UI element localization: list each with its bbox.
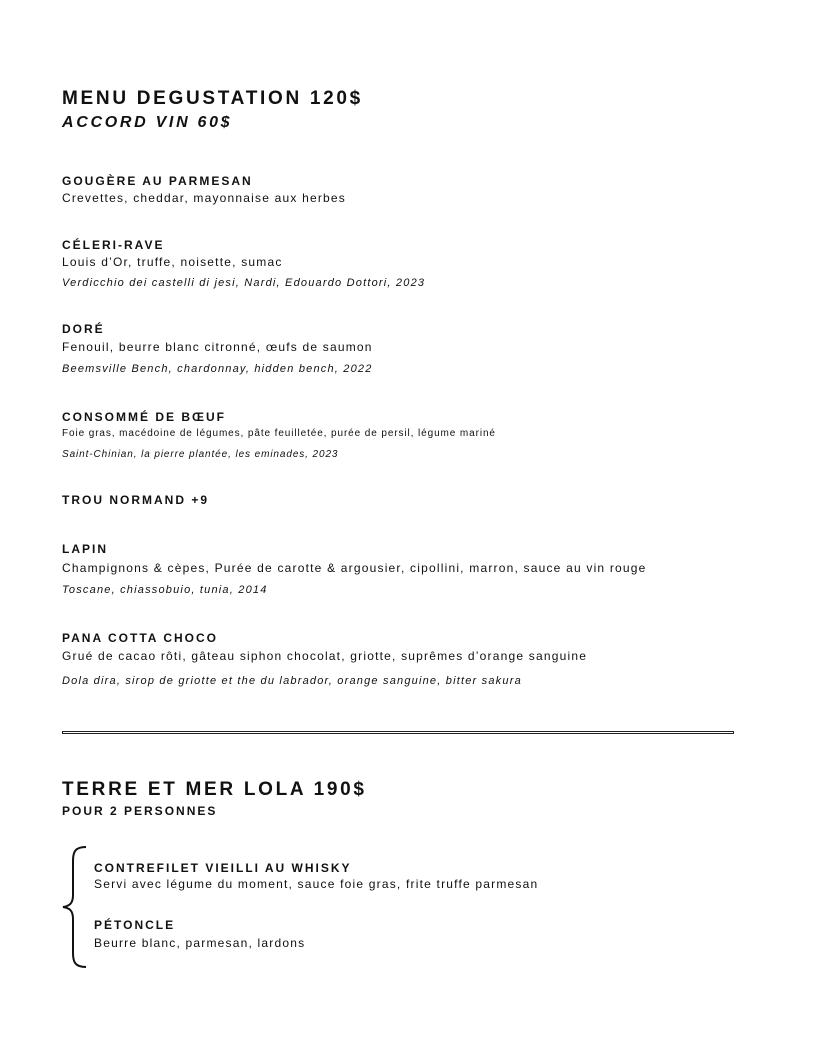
terre-mer-subtitle: POUR 2 PERSONNES bbox=[62, 804, 218, 818]
terre-mer-title: TERRE ET MER LOLA 190$ bbox=[62, 779, 367, 800]
shared-dish-name: CONTREFILET VIEILLI AU WHISKY bbox=[94, 861, 352, 875]
course-name: CÉLERI-RAVE bbox=[62, 238, 165, 252]
course-description: Fenouil, beurre blanc citronné, œufs de saumon bbox=[62, 340, 373, 354]
course-wine: Verdicchio dei castelli di jesi, Nardi, Edouardo Dottori, 2023 bbox=[62, 277, 426, 289]
course-description: Crevettes, cheddar, mayonnaise aux herbes bbox=[62, 191, 347, 205]
shared-dish-description: Beurre blanc, parmesan, lardons bbox=[94, 936, 306, 950]
shared-dish-name: PÉTONCLE bbox=[94, 918, 176, 932]
course-wine: Dola dira, sirop de griotte et the du labrador, orange sanguine, bitter sakura bbox=[62, 675, 522, 687]
course-wine: Toscane, chiassobuio, tunia, 2014 bbox=[62, 584, 268, 596]
course-description: Louis d’Or, truffe, noisette, sumac bbox=[62, 255, 283, 269]
course-name: PANA COTTA CHOCO bbox=[62, 631, 218, 645]
course-description: Grué de cacao rôti, gâteau siphon chocolat, griotte, suprêmes d’orange sanguine bbox=[62, 649, 588, 663]
course-name: TROU NORMAND +9 bbox=[62, 493, 210, 507]
course-name: DORÉ bbox=[62, 322, 105, 336]
course-name: LAPIN bbox=[62, 542, 108, 556]
shared-dish-description: Servi avec légume du moment, sauce foie gras, frite truffe parmesan bbox=[94, 877, 539, 891]
course-description: Champignons & cèpes, Purée de carotte & argousier, cipollini, marron, sauce au vin rouge bbox=[62, 561, 647, 575]
course-description: Foie gras, macédoine de légumes, pâte feuilletée, purée de persil, légume mariné bbox=[62, 428, 496, 439]
course-wine: Saint-Chinian, la pierre plantée, les eminades, 2023 bbox=[62, 449, 339, 460]
course-name: GOUGÈRE AU PARMESAN bbox=[62, 174, 253, 188]
section-divider bbox=[62, 731, 734, 734]
wine-pairing-subtitle: ACCORD VIN 60$ bbox=[62, 114, 233, 131]
degustation-title: MENU DEGUSTATION 120$ bbox=[62, 88, 363, 109]
course-wine: Beemsville Bench, chardonnay, hidden bench, 2022 bbox=[62, 363, 373, 375]
course-name: CONSOMMÉ DE BŒUF bbox=[62, 410, 226, 424]
curly-brace-icon bbox=[62, 845, 88, 969]
